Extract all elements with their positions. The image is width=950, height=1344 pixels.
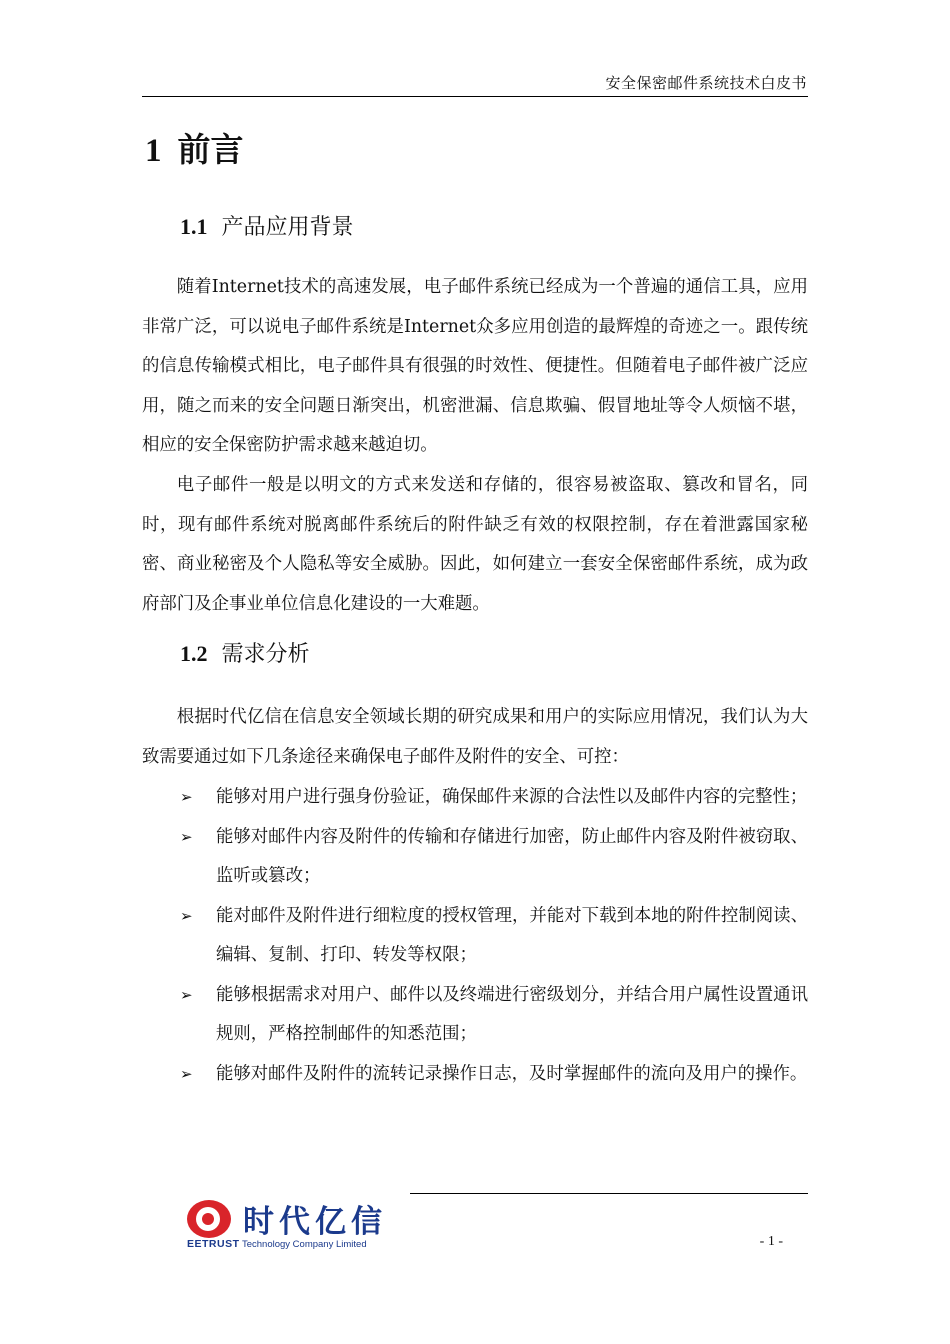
section-title: 产品应用背景 [221, 215, 354, 240]
section-title: 需求分析 [221, 642, 310, 667]
list-item [142, 778, 808, 818]
arrow-bullet-icon: ➢ [180, 1064, 193, 1083]
arrow-bullet-icon: ➢ [180, 985, 193, 1004]
page-number: - 1 - [759, 1234, 783, 1249]
list-item-text: 能够对邮件及附件的流转记录操作日志，及时掌握邮件的流向及用户的操作。 [216, 1063, 808, 1084]
paragraph-background-1: 随着Internet技术的高速发展，电子邮件系统已经成为一个普遍的通信工具，应用非常广泛，可以说电子邮件系统是Internet众多应用创造的最辉煌的奇迹之一。跟传统的信息传输模式相比，电子邮件具有很强的时效性、便捷性。但随着电子邮件被广泛应用，随之而来的安全问题日渐突出，机密泄漏、信息欺骗、假冒地址等令人烦恼不堪，相应的安全保密防护需求越来越迫切。 [142, 277, 808, 455]
document-title: 安全保密邮件系统技术白皮书 [605, 74, 807, 92]
section-number: 1.2 [180, 641, 208, 666]
arrow-bullet-icon: ➢ [180, 788, 193, 806]
footer-divider [410, 1193, 808, 1194]
list-item [142, 897, 808, 976]
section-number: 1.1 [180, 214, 208, 239]
chapter-title: 前言 [177, 130, 244, 169]
chapter-heading [145, 124, 244, 171]
list-item [142, 1055, 808, 1095]
list-item [142, 818, 808, 897]
requirements-list [142, 778, 808, 1094]
logo-english-name [187, 1238, 367, 1250]
logo-brand: EETRUST [187, 1238, 240, 1250]
logo-company-type: Technology Company Limited [241, 1239, 367, 1250]
list-item-text: 能够对邮件内容及附件的传输和存储进行加密，防止邮件内容及附件被窃取、监听或篡改； [216, 826, 808, 886]
list-item-text: 能对邮件及附件进行细粒度的授权管理，并能对下载到本地的附件控制阅读、编辑、复制、打印、转发等权限； [216, 905, 808, 965]
chapter-number: 1 [145, 133, 162, 169]
header-divider [142, 96, 808, 97]
logo-chinese-name: 时代亿信 [243, 1204, 387, 1240]
section-heading-1-1 [180, 210, 354, 241]
paragraph-background-2: 电子邮件一般是以明文的方式来发送和存储的，很容易被盗取、篡改和冒名，同时，现有邮件系统对脱离邮件系统后的附件缺乏有效的权限控制，存在着泄露国家秘密、商业秘密及个人隐私等安全威胁。因此，如何建立一套安全保密邮件系统，成为政府部门及企事业单位信息化建设的一大难题。 [142, 475, 808, 614]
arrow-bullet-icon: ➢ [180, 827, 193, 846]
arrow-bullet-icon: ➢ [180, 906, 193, 925]
paragraph-requirements-intro: 根据时代亿信在信息安全领域长期的研究成果和用户的实际应用情况，我们认为大致需要通过如下几条途径来确保电子邮件及附件的安全、可控： [142, 707, 808, 767]
section-heading-1-2 [180, 637, 310, 668]
logo-emblem-icon [187, 1200, 231, 1238]
list-item-text: 能够根据需求对用户、邮件以及终端进行密级划分，并结合用户属性设置通讯规则，严格控制邮件的知悉范围； [216, 984, 808, 1044]
list-item [142, 976, 808, 1055]
company-logo [187, 1198, 387, 1253]
list-item-text: 能够对用户进行强身份验证，确保邮件来源的合法性以及邮件内容的完整性； [216, 787, 808, 807]
